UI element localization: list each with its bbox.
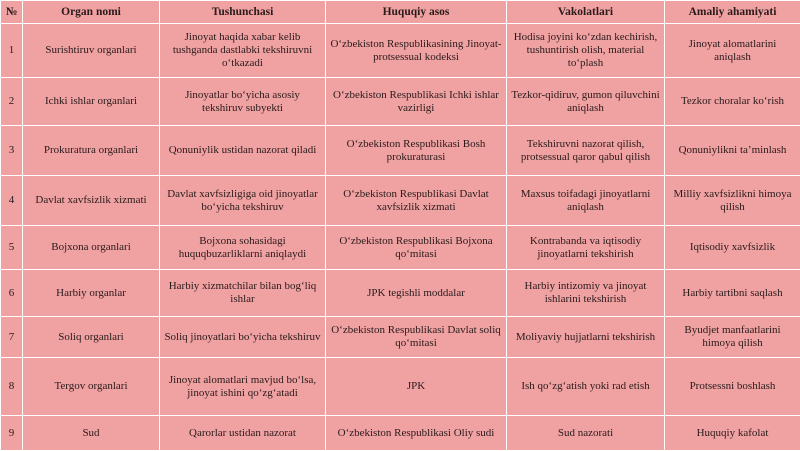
table-row (1, 226, 800, 270)
legal-cell: O‘zbekiston Respublikasi Oliy sudi (326, 416, 507, 451)
legal-cell: O‘zbekiston Respublikasi Davlat xavfsizlik xizmati (326, 176, 507, 226)
practical-cell: Jinoyat alomatlarini aniqlash (665, 24, 800, 78)
powers-cell: Ish qo‘zg‘atish yoki rad etish (507, 358, 665, 416)
row-num: 2 (1, 78, 23, 126)
organ-cell: Bojxona organlari (23, 226, 160, 270)
concept-cell: Davlat xavfsizligiga oid jinoyatlar bo‘yicha tekshiruv (160, 176, 326, 226)
concept-cell: Qonuniylik ustidan nazorat qiladi (160, 126, 326, 176)
concept-cell: Jinoyat haqida xabar kelib tushganda dastlabki tekshiruvni o‘tkazadi (160, 24, 326, 78)
powers-cell: Sud nazorati (507, 416, 665, 451)
concept-cell: Soliq jinoyatlari bo‘yicha tekshiruv (160, 317, 326, 358)
organ-cell: Ichki ishlar organlari (23, 78, 160, 126)
organ-cell: Harbiy organlar (23, 270, 160, 317)
row-num: 1 (1, 24, 23, 78)
practical-cell: Milliy xavfsizlikni himoya qilish (665, 176, 800, 226)
practical-cell: Iqtisodiy xavfsizlik (665, 226, 800, 270)
powers-cell: Tekshiruvni nazorat qilish, protsessual qaror qabul qilish (507, 126, 665, 176)
row-num: 9 (1, 416, 23, 451)
row-num: 3 (1, 126, 23, 176)
organ-cell: Sud (23, 416, 160, 451)
legal-cell: JPK tegishli moddalar (326, 270, 507, 317)
organ-cell: Prokuratura organlari (23, 126, 160, 176)
concept-cell: Harbiy xizmatchilar bilan bog‘liq ishlar (160, 270, 326, 317)
legal-cell: O‘zbekiston Respublikasining Jinoyat-protsessual kodeksi (326, 24, 507, 78)
table-row (1, 416, 800, 451)
concept-cell: Qarorlar ustidan nazorat (160, 416, 326, 451)
row-num: 5 (1, 226, 23, 270)
powers-cell: Kontrabanda va iqtisodiy jinoyatlarni tekshirish (507, 226, 665, 270)
organ-cell: Davlat xavfsizlik xizmati (23, 176, 160, 226)
header-powers: Vakolatlari (507, 1, 665, 24)
table-row (1, 358, 800, 416)
powers-cell: Harbiy intizomiy va jinoyat ishlarini tekshirish (507, 270, 665, 317)
concept-cell: Jinoyatlar bo‘yicha asosiy tekshiruv subyekti (160, 78, 326, 126)
legal-cell: O‘zbekiston Respublikasi Davlat soliq qo‘mitasi (326, 317, 507, 358)
legal-cell: JPK (326, 358, 507, 416)
organ-cell: Tergov organlari (23, 358, 160, 416)
concept-cell: Jinoyat alomatlari mavjud bo‘lsa, jinoyat ishini qo‘zg‘atadi (160, 358, 326, 416)
header-legal: Huquqiy asos (326, 1, 507, 24)
concept-cell: Bojxona sohasidagi huquqbuzarliklarni aniqlaydi (160, 226, 326, 270)
practical-cell: Huquqiy kafolat (665, 416, 800, 451)
legal-cell: O‘zbekiston Respublikasi Bojxona qo‘mitasi (326, 226, 507, 270)
table-row (1, 126, 800, 176)
powers-cell: Maxsus toifadagi jinoyatlarni aniqlash (507, 176, 665, 226)
header-concept: Tushunchasi (160, 1, 326, 24)
table-row (1, 270, 800, 317)
table-row (1, 78, 800, 126)
table-row (1, 24, 800, 78)
header-num: № (1, 1, 23, 24)
header-organ: Organ nomi (23, 1, 160, 24)
header-row (1, 1, 800, 24)
row-num: 8 (1, 358, 23, 416)
table-row (1, 176, 800, 226)
organ-cell: Surishtiruv organlari (23, 24, 160, 78)
organ-cell: Soliq organlari (23, 317, 160, 358)
practical-cell: Tezkor choralar ko‘rish (665, 78, 800, 126)
legal-cell: O‘zbekiston Respublikasi Ichki ishlar vazirligi (326, 78, 507, 126)
practical-cell: Qonuniylikni ta’minlash (665, 126, 800, 176)
practical-cell: Protsessni boshlash (665, 358, 800, 416)
powers-cell: Moliyaviy hujjatlarni tekshirish (507, 317, 665, 358)
practical-cell: Byudjet manfaatlarini himoya qilish (665, 317, 800, 358)
row-num: 6 (1, 270, 23, 317)
header-practical: Amaliy ahamiyati (665, 1, 800, 24)
table-row (1, 317, 800, 358)
row-num: 4 (1, 176, 23, 226)
row-num: 7 (1, 317, 23, 358)
practical-cell: Harbiy tartibni saqlash (665, 270, 800, 317)
powers-cell: Tezkor-qidiruv, gumon qiluvchini aniqlash (507, 78, 665, 126)
powers-cell: Hodisa joyini ko‘zdan kechirish, tushuntirish olish, material to‘plash (507, 24, 665, 78)
legal-cell: O‘zbekiston Respublikasi Bosh prokuraturasi (326, 126, 507, 176)
